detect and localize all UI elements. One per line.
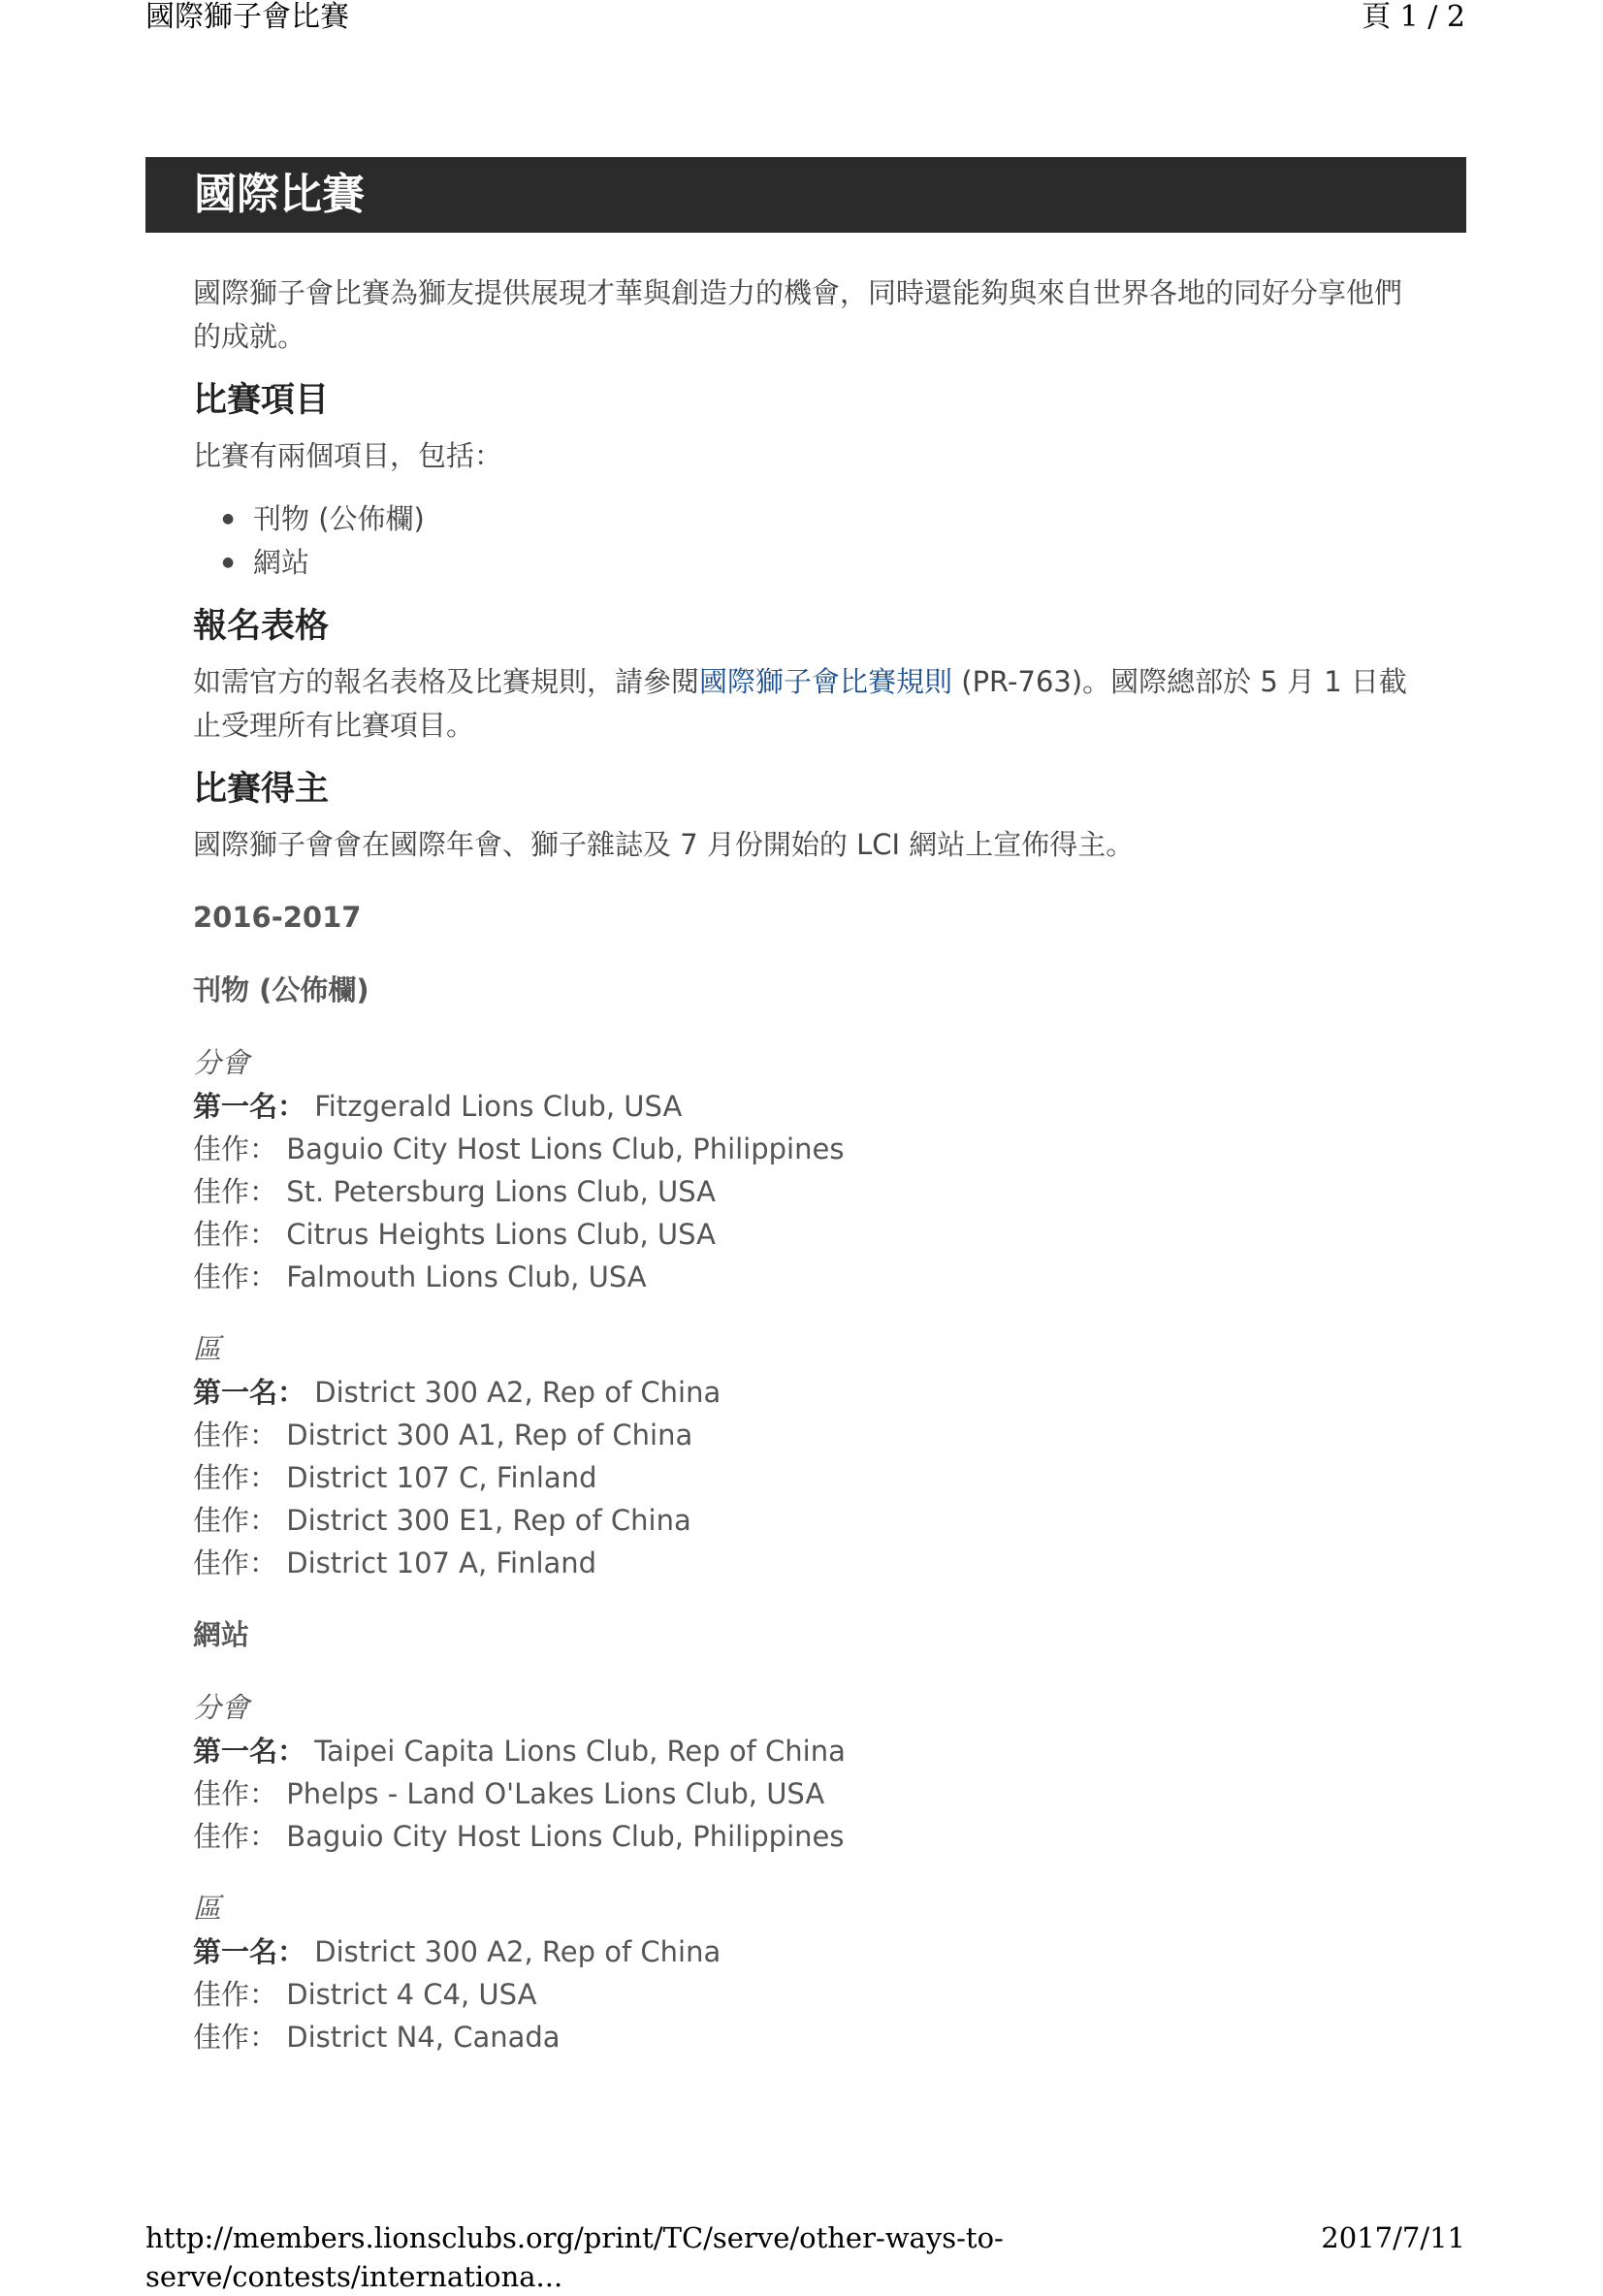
winner-entry: [193, 1170, 1425, 1213]
bulletin-category: 刊物 (公佈欄): [193, 973, 369, 1006]
winner-name: District 300 A1, Rep of China: [286, 1419, 693, 1451]
contest-items-list: [193, 497, 1425, 585]
winner-name: St. Petersburg Lions Club, USA: [286, 1175, 717, 1208]
winner-entry: [193, 1930, 1425, 1973]
rank-label: 佳作：: [193, 1978, 278, 2011]
print-header: [145, 0, 1465, 39]
winner-name: District N4, Canada: [286, 2021, 561, 2054]
winner-entry: [193, 2016, 1425, 2058]
rank-label: 佳作：: [193, 1777, 278, 1810]
print-date: 2017/7/11: [1321, 2221, 1465, 2254]
print-page-number: 頁 1 / 2: [1362, 0, 1465, 34]
contest-rules-link[interactable]: 國際獅子會比賽規則: [699, 665, 953, 698]
rank-label: 佳作：: [193, 1504, 278, 1537]
rank-label: 佳作：: [193, 1175, 278, 1208]
entry-form-text-after: (PR-763)。國際總部於 5 月 1 日截止受理所有比賽項目。: [193, 665, 1407, 742]
winner-entry: [193, 1414, 1425, 1456]
winner-name: District 4 C4, USA: [286, 1978, 537, 2011]
winner-name: Fitzgerald Lions Club, USA: [314, 1090, 683, 1123]
winner-name: Phelps - Land O'Lakes Lions Club, USA: [286, 1777, 825, 1810]
entry-form-text: [193, 660, 1425, 748]
contest-items-text: 比賽有兩個項目，包括：: [193, 439, 503, 472]
bulletin-district-label: 區: [193, 1332, 222, 1365]
winner-entry: [193, 1542, 1425, 1584]
winner-entry: [193, 1772, 1425, 1815]
rank-label: 佳作：: [193, 1820, 278, 1853]
list-item: ● 刊物 (公佈欄): [193, 497, 1425, 541]
winner-name: District 107 C, Finland: [286, 1461, 597, 1494]
entry-form-heading: 報名表格: [193, 607, 330, 646]
winner-name: Taipei Capita Lions Club, Rep of China: [314, 1735, 846, 1768]
winner-entry: [193, 1456, 1425, 1499]
winner-entry: [193, 1128, 1425, 1170]
entry-form-text-before: 如需官方的報名表格及比賽規則，請參閱: [193, 665, 700, 698]
website-district-label: 區: [193, 1892, 222, 1925]
website-category: 網站: [193, 1618, 250, 1651]
winners-heading: 比賽得主: [193, 770, 330, 809]
print-footer: [145, 2218, 1465, 2293]
winner-name: Citrus Heights Lions Club, USA: [286, 1218, 716, 1251]
page-title: 國際比賽: [194, 170, 365, 219]
winners-text: 國際獅子會會在國際年會、獅子雜誌及 7 月份開始的 LCI 網站上宣佈得主。: [193, 828, 1135, 861]
article-content: [193, 271, 1425, 2058]
winner-entry: [193, 1371, 1425, 1414]
rank-label: 第一名：: [193, 1935, 306, 1968]
winner-entry: [193, 1499, 1425, 1542]
contest-items-heading: 比賽項目: [193, 381, 330, 420]
winner-entry: [193, 1730, 1425, 1772]
rank-label: 第一名：: [193, 1376, 306, 1409]
print-url: http://members.lionsclubs.org/print/TC/serve/other-ways-to-serve/contests/internationa...: [145, 2221, 1004, 2293]
rank-label: 佳作：: [193, 1260, 278, 1293]
rank-label: 佳作：: [193, 2021, 278, 2054]
winner-entry: [193, 1815, 1425, 1858]
rank-label: 佳作：: [193, 1419, 278, 1451]
winner-entry: [193, 1213, 1425, 1256]
winner-name: District 300 E1, Rep of China: [286, 1504, 691, 1537]
website-club-label: 分會: [193, 1691, 250, 1724]
winner-entry: [193, 1256, 1425, 1298]
winner-name: District 107 A, Finland: [286, 1547, 597, 1579]
winner-name: Baguio City Host Lions Club, Philippines: [286, 1132, 845, 1165]
winner-name: Baguio City Host Lions Club, Philippines: [286, 1820, 845, 1853]
rank-label: 第一名：: [193, 1735, 306, 1768]
winner-entry: [193, 1973, 1425, 2016]
rank-label: 佳作：: [193, 1547, 278, 1579]
rank-label: 佳作：: [193, 1218, 278, 1251]
winner-entry: [193, 1085, 1425, 1128]
page-title-bar: [145, 157, 1466, 233]
list-item: ● 網站: [193, 541, 1425, 585]
rank-label: 佳作：: [193, 1132, 278, 1165]
winner-name: Falmouth Lions Club, USA: [286, 1260, 647, 1293]
rank-label: 第一名：: [193, 1090, 306, 1123]
intro-paragraph: 國際獅子會比賽為獅友提供展現才華與創造力的機會，同時還能夠與來自世界各地的同好分享他們的成就。: [193, 276, 1403, 353]
rank-label: 佳作：: [193, 1461, 278, 1494]
winner-name: District 300 A2, Rep of China: [314, 1935, 721, 1968]
bulletin-club-label: 分會: [193, 1046, 250, 1079]
print-header-title: 國際獅子會比賽: [145, 0, 349, 34]
winners-year: 2016-2017: [193, 901, 362, 934]
winner-name: District 300 A2, Rep of China: [314, 1376, 721, 1409]
